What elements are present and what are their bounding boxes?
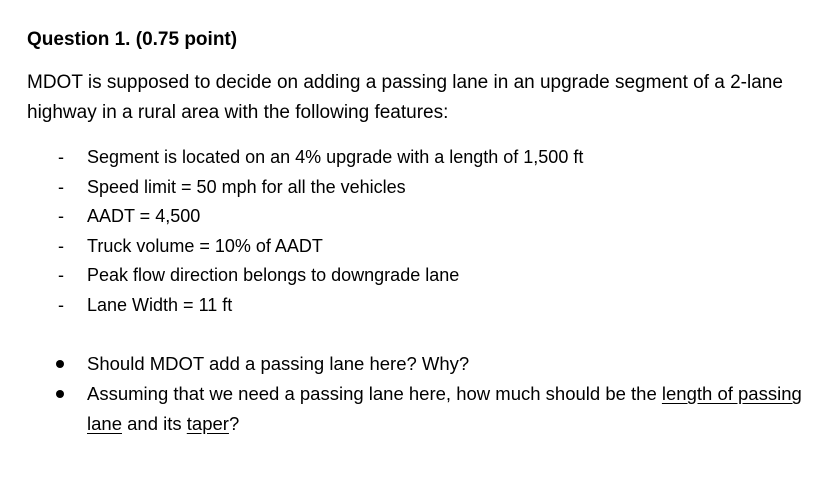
dash-marker: - bbox=[58, 147, 64, 167]
question-item-2 bbox=[56, 379, 806, 439]
features-list bbox=[58, 143, 583, 321]
feature-text: Lane Width = 11 ft bbox=[87, 294, 233, 315]
feature-item bbox=[58, 173, 583, 203]
question-text-part: and its bbox=[121, 413, 187, 434]
feature-text: Segment is located on an 4% upgrade with a length of 1,500 ft bbox=[87, 147, 584, 167]
feature-item bbox=[58, 143, 583, 173]
question-text-part: Assuming that we need a passing lane here, how much should be the bbox=[87, 383, 662, 404]
feature-text: Peak flow direction belongs to downgrade lane bbox=[87, 265, 460, 286]
dash-marker: - bbox=[58, 176, 64, 197]
bullet-dot-icon bbox=[56, 360, 64, 368]
question-intro: MDOT is supposed to decide on adding a passing lane in an upgrade segment of a 2-lane highway in a rural area with the following features: bbox=[27, 72, 783, 123]
question-text-part: ? bbox=[228, 413, 240, 434]
question-item-1 bbox=[56, 349, 806, 379]
feature-item bbox=[58, 202, 583, 232]
feature-item bbox=[58, 232, 583, 262]
dash-marker: - bbox=[58, 294, 64, 315]
dash-marker: - bbox=[58, 235, 64, 256]
underlined-term-taper: taper bbox=[186, 413, 229, 434]
feature-text: Truck volume = 10% of AADT bbox=[87, 235, 323, 256]
feature-item bbox=[58, 261, 583, 291]
questions-list bbox=[56, 349, 806, 439]
feature-text: AADT = 4,500 bbox=[87, 206, 201, 227]
question-text: Should MDOT add a passing lane here? Why? bbox=[87, 353, 470, 374]
underlined-term-length: length of passing lane bbox=[87, 383, 802, 434]
dash-marker: - bbox=[58, 206, 64, 227]
feature-item bbox=[58, 291, 583, 321]
bullet-dot-icon bbox=[56, 390, 64, 398]
dash-marker: - bbox=[58, 265, 64, 286]
feature-text: Speed limit = 50 mph for all the vehicles bbox=[87, 176, 406, 197]
question-heading: Question 1. (0.75 point) bbox=[27, 29, 238, 50]
